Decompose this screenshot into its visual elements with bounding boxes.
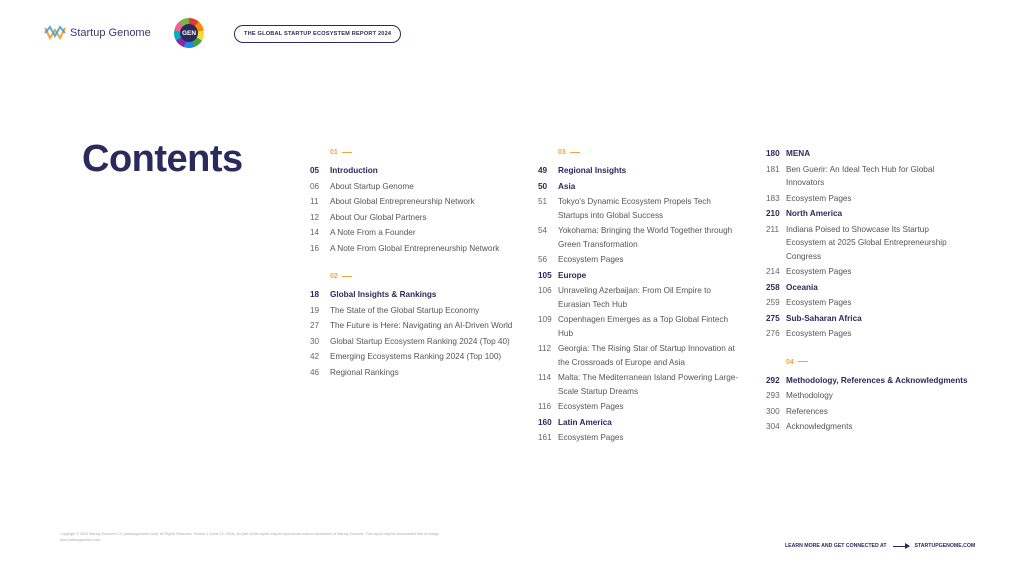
toc-section-heading[interactable] [538, 269, 743, 283]
toc-entry[interactable] [538, 400, 743, 414]
toc-page-number: 112 [538, 344, 552, 353]
toc-entry-title: Ecosystem Pages [786, 298, 852, 307]
toc-entry-title: References [786, 406, 828, 416]
toc-entry[interactable] [538, 313, 743, 340]
toc-section-heading[interactable] [766, 147, 971, 161]
toc-entry-title: Introduction [330, 166, 378, 175]
toc-column-3 [766, 147, 971, 436]
toc-entry[interactable] [538, 371, 743, 398]
toc-entry-title: Tokyo's Dynamic Ecosystem Propels Tech Startups into Global Success [558, 197, 711, 220]
toc-entry-title: Copenhagen Emerges as a Top Global Fintech Hub [558, 315, 729, 338]
toc-entry-title: Latin America [558, 417, 612, 427]
section-number: 04 [766, 359, 971, 366]
toc-page-number: 18 [310, 290, 320, 299]
toc-entry[interactable] [766, 420, 971, 434]
toc-entry[interactable] [766, 163, 971, 190]
toc-section-heading[interactable] [538, 416, 743, 430]
toc-page-number: 210 [766, 209, 780, 218]
toc-entry-title: About Global Entrepreneurship Network [330, 197, 475, 206]
toc-section-heading[interactable] [766, 374, 971, 388]
toc-page-number: 106 [538, 286, 552, 295]
toc-page-number: 183 [766, 193, 780, 203]
toc-page-number: 181 [766, 164, 780, 174]
toc-entry[interactable] [310, 226, 515, 240]
toc-page-number: 292 [766, 375, 780, 385]
toc-page-number: 12 [310, 212, 320, 222]
toc-page-number: 46 [310, 367, 320, 377]
toc-entry-title: Yokohama: Bringing the World Together through Green Transformation [558, 226, 733, 249]
toc-page-number: 105 [538, 270, 552, 280]
toc-section-heading[interactable] [310, 164, 515, 178]
toc-entry-title: Asia [558, 181, 576, 191]
toc-page-number: 293 [766, 391, 780, 400]
footer-site-link[interactable]: STARTUPGENOME.COM [914, 543, 976, 549]
toc-page-number: 14 [310, 228, 320, 237]
toc-entry[interactable] [538, 284, 743, 311]
toc-section-heading[interactable] [766, 281, 971, 295]
toc-entry-title: Georgia: The Rising Star of Startup Innovation at the Crossroads of Europe and Asia [558, 344, 735, 367]
toc-column-1 [310, 147, 515, 381]
toc-page-number: 211 [766, 224, 780, 234]
toc-page-number: 276 [766, 329, 780, 338]
toc-entry[interactable] [310, 335, 515, 349]
toc-entry[interactable] [766, 223, 971, 264]
toc-page-number: 258 [766, 282, 780, 292]
toc-entry-title: Indiana Poised to Showcase Its Startup Ecosystem at 2025 Global Entrepreneurship Congress [786, 224, 947, 261]
report-title-pill: THE GLOBAL STARTUP ECOSYSTEM REPORT 2024 [234, 25, 401, 43]
arrow-right-icon [893, 546, 909, 547]
toc-entry[interactable] [310, 319, 515, 333]
startup-genome-logo[interactable] [44, 24, 151, 42]
startup-genome-logo-icon [44, 24, 66, 42]
toc-page-number: 109 [538, 315, 552, 324]
toc-entry-title: Ecosystem Pages [786, 329, 852, 338]
toc-page-number: 275 [766, 313, 780, 323]
toc-entry[interactable] [766, 405, 971, 419]
toc-page-number: 116 [538, 402, 552, 411]
gen-badge[interactable] [174, 18, 204, 48]
toc-entry[interactable] [310, 304, 515, 318]
toc-page-number: 114 [538, 373, 552, 382]
toc-entry-title: About Startup Genome [330, 181, 414, 191]
toc-entry-title: Ben Guerir: An Ideal Tech Hub for Global Innovators [786, 164, 935, 187]
toc-page-number: 30 [310, 336, 320, 346]
footer-cta[interactable] [785, 543, 975, 549]
section-number: 01 [310, 149, 515, 156]
footer-cta-label: LEARN MORE AND GET CONNECTED AT [785, 543, 887, 549]
toc-entry[interactable] [766, 327, 971, 341]
toc-entry-title: The State of the Global Startup Economy [330, 305, 480, 315]
toc-entry-title: Ecosystem Pages [786, 267, 852, 276]
toc-entry[interactable] [310, 366, 515, 380]
toc-page-number: 16 [310, 243, 320, 253]
toc-page-number: 11 [310, 197, 319, 206]
toc-entry-title: Ecosystem Pages [558, 255, 624, 264]
toc-section-heading[interactable] [310, 288, 515, 302]
toc-entry-title: Acknowledgments [786, 422, 853, 431]
page-title: Contents [82, 138, 243, 180]
toc-entry-title: Sub-Saharan Africa [786, 313, 862, 323]
toc-page-number: 50 [538, 181, 548, 191]
toc-entry-title: North America [786, 209, 843, 218]
toc-entry[interactable] [538, 431, 743, 445]
toc-page-number: 214 [766, 267, 780, 276]
toc-entry[interactable] [766, 192, 971, 206]
toc-entry[interactable] [766, 389, 971, 403]
toc-entry-title: Regional Insights [558, 166, 627, 175]
toc-entry-title: MENA [786, 149, 811, 158]
toc-entry-title: Ecosystem Pages [558, 402, 624, 411]
toc-column-2 [538, 147, 743, 447]
toc-page-number: 54 [538, 226, 548, 235]
toc-entry[interactable] [538, 342, 743, 369]
toc-entry[interactable] [538, 253, 743, 267]
toc-page-number: 161 [538, 433, 552, 442]
toc-entry-title: Ecosystem Pages [786, 193, 852, 203]
toc-entry-title: Methodology [786, 391, 833, 400]
toc-entry-title: Global Startup Ecosystem Ranking 2024 (Top 40) [330, 336, 510, 346]
toc-page-number: 304 [766, 422, 780, 431]
toc-entry-title: Malta: The Mediterranean Island Powering Large-Scale Startup Dreams [558, 373, 739, 396]
toc-section-heading[interactable] [538, 180, 743, 194]
toc-entry-title: About Our Global Partners [330, 212, 427, 222]
toc-entry-title: Methodology, References & Acknowledgments [786, 375, 968, 385]
toc-entry[interactable] [310, 211, 515, 225]
toc-entry-title: A Note From Global Entrepreneurship Network [330, 243, 500, 253]
toc-page-number: 56 [538, 255, 548, 264]
toc-entry-title: Europe [558, 270, 587, 280]
toc-entry-title: The Future is Here: Navigating an AI-Driven World [330, 321, 513, 330]
toc-page-number: 300 [766, 406, 780, 416]
toc-page-number: 19 [310, 305, 320, 315]
toc-page-number: 27 [310, 321, 320, 330]
toc-page-number: 160 [538, 417, 552, 427]
brand-name: Startup Genome [70, 27, 151, 39]
header [44, 18, 151, 48]
toc-entry-title: Regional Rankings [330, 367, 399, 377]
toc-page-number: 51 [538, 197, 548, 206]
toc-section-heading[interactable] [538, 164, 743, 178]
toc-entry[interactable] [310, 242, 515, 256]
toc-entry[interactable] [538, 224, 743, 251]
toc-entry-title: A Note From a Founder [330, 228, 416, 237]
toc-page-number: 259 [766, 298, 780, 307]
toc-page-number: 180 [766, 149, 780, 158]
section-number: 02 [310, 273, 515, 280]
toc-entry[interactable] [766, 296, 971, 310]
gen-badge-label: GEN [180, 24, 198, 42]
toc-entry-title: Unraveling Azerbaijan: From Oil Empire to Eurasian Tech Hub [558, 286, 711, 309]
toc-entry-title: Global Insights & Rankings [330, 290, 437, 299]
toc-entry[interactable] [310, 195, 515, 209]
toc-entry[interactable] [310, 350, 515, 364]
toc-page-number: 49 [538, 166, 548, 175]
toc-entry[interactable] [310, 180, 515, 194]
toc-section-heading[interactable] [766, 312, 971, 326]
toc-page-number: 06 [310, 181, 320, 191]
toc-entry[interactable] [538, 195, 743, 222]
toc-section-heading[interactable] [766, 207, 971, 221]
toc-entry-title: Emerging Ecosystems Ranking 2024 (Top 100) [330, 352, 502, 361]
toc-page-number: 05 [310, 166, 320, 175]
toc-page-number: 42 [310, 352, 320, 361]
toc-entry-title: Ecosystem Pages [558, 433, 624, 442]
copyright-text: Copyright © 2024 Startup Genome LLC (startupgenome.com). All Rights Reserved. Version 1 (June 13, 2024). No part of this report may be reproduced without permission of Startup Genome. This report may be downloaded free of charge from startupgenome.com. [60, 532, 439, 542]
toc-entry[interactable] [766, 265, 971, 279]
section-number: 03 [538, 149, 743, 156]
toc-entry-title: Oceania [786, 282, 818, 292]
